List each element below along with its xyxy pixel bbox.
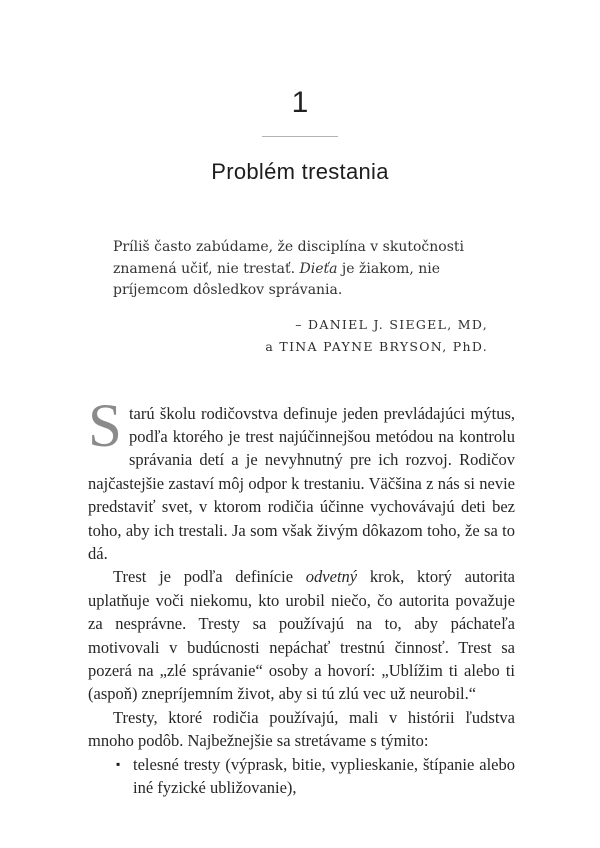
list-item	[88, 753, 515, 800]
chapter-title: Problém trestania	[211, 159, 389, 184]
attribution-line: a TINA PAYNE BRYSON, PhD.	[265, 338, 488, 354]
epigraph-line: Príliš často zabúdame, že disciplína v skutočnosti	[113, 239, 464, 255]
epigraph-line: znamená učiť, nie trestať. Dieťa je žiakom, nie	[113, 260, 441, 277]
attribution-line: – DANIEL J. SIEGEL, MD,	[295, 316, 488, 332]
paragraph-container	[88, 392, 515, 753]
chapter-divider-line	[262, 136, 338, 137]
list-item-text: telesné tresty (výprask, bitie, vyplieskanie, štípanie alebo iné fyzické ubližovanie),	[133, 754, 515, 797]
bullet-list	[88, 753, 515, 800]
body-paragraph: Starú školu rodičovstva definuje jeden prevládajúci mýtus, podľa ktorého je trest najúčinnejšou metódou na kontrolu správania detí a je nevyhnutný pre ich rozvoj. Rodičov najčastejšie zastaví môj odpor k trestaniu. Väčšina z nás si nevie predstaviť svet, v ktorom rodičia účinne vychovávajú deti bez toho, aby ich trestali. Ja som však živým dôkazom toho, že sa to dá.	[88, 392, 515, 563]
square-bullet-icon: ▪	[116, 756, 121, 771]
body-paragraph: Tresty, ktoré rodičia používajú, mali v histórii ľudstva mnoho podôb. Najbežnejšie sa stretávame s týmito:	[88, 707, 515, 751]
chapter-number: 1	[291, 86, 309, 119]
epigraph-attribution	[113, 314, 488, 358]
epigraph	[113, 237, 600, 302]
drop-cap-letter: S	[88, 392, 122, 460]
body-text	[88, 392, 515, 800]
epigraph-line: príjemcom dôsledkov správania.	[113, 282, 343, 298]
body-paragraph: Trest je podľa definície odvetný krok, ktorý autorita uplatňuje voči niekomu, kto urobil niečo, čo autorita považuje za nesprávne. Tresty sa používajú na to, aby páchateľa motivovali v budúcnosti nepáchať trestnú činnosť. Trest sa pozerá na „zlé správanie“ osoby a hovorí: „Ublížim ti alebo ti (aspoň) znepríjemním život, aby si tú zlú vec už neurobil.“	[88, 567, 515, 704]
